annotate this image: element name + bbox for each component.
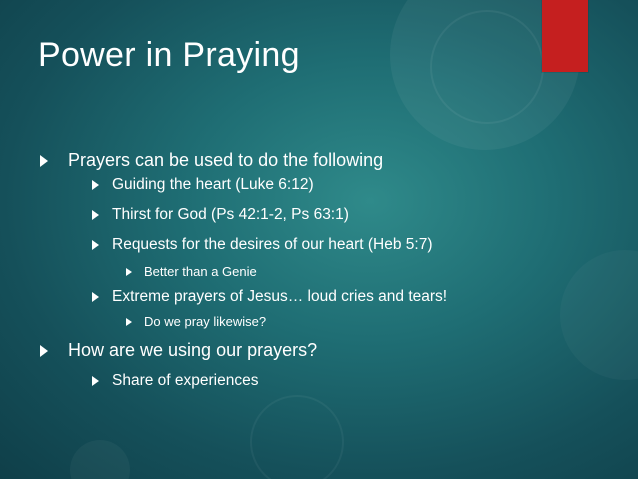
bullet-text: Requests for the desires of our heart (Heb 5:7) [112, 236, 433, 253]
bullet-item-level2 [92, 372, 258, 390]
triangle-right-icon [92, 210, 99, 220]
triangle-right-icon [40, 345, 48, 357]
bullet-item-level1 [40, 340, 317, 361]
bullet-text: Share of experiences [112, 372, 259, 389]
bullet-item-level1 [40, 150, 383, 171]
bullet-item-level3 [126, 264, 257, 279]
bullet-text: Thirst for God (Ps 42:1-2, Ps 63:1) [112, 206, 349, 223]
bullet-text: Guiding the heart (Luke 6:12) [112, 176, 314, 193]
triangle-right-icon [126, 318, 132, 326]
bullet-text: Do we pray likewise? [144, 314, 267, 329]
bullet-text: Prayers can be used to do the following [68, 150, 384, 170]
bullet-text: Better than a Genie [144, 264, 257, 279]
triangle-right-icon [92, 292, 99, 302]
triangle-right-icon [92, 240, 99, 250]
bullet-item-level2 [92, 206, 349, 224]
bullet-text: How are we using our prayers? [68, 340, 318, 360]
bullet-item-level2 [92, 288, 447, 306]
triangle-right-icon [92, 376, 99, 386]
triangle-right-icon [40, 155, 48, 167]
slide-title: Power in Praying [38, 36, 300, 74]
bullet-item-level2 [92, 236, 433, 254]
bullet-item-level2 [92, 176, 314, 194]
triangle-right-icon [126, 268, 132, 276]
triangle-right-icon [92, 180, 99, 190]
bullet-item-level3 [126, 314, 266, 329]
bullet-text: Extreme prayers of Jesus… loud cries and tears! [112, 288, 448, 305]
